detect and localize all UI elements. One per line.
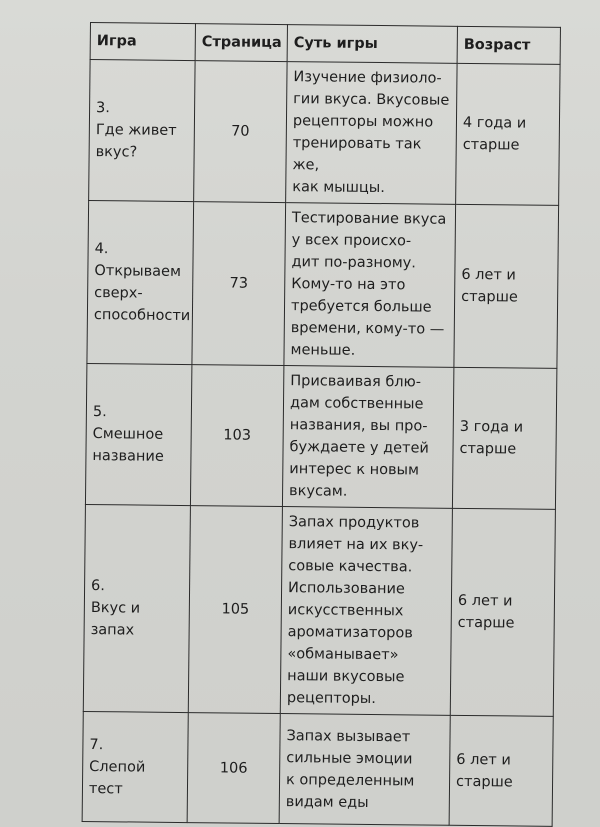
cell-essence: Присваивая блю- дам собственные названия, вы про- буждаете у детей интерес к новым вкусам.	[282, 366, 453, 509]
header-essence: Суть игры	[287, 25, 457, 64]
cell-age: 6 лет и старше	[449, 715, 553, 826]
cell-page: 73	[192, 202, 286, 366]
cell-page: 70	[194, 61, 287, 203]
table-row	[89, 60, 560, 206]
header-game: Игра	[90, 23, 195, 61]
cell-essence: Запах продуктов влияет на их вку- совые качества. Использование искусственных ароматизаторов «обманывает» наши вкусовые рецепторы.	[280, 507, 452, 716]
cell-game: 4. Открываем сверх- способности	[87, 200, 194, 364]
cell-game: 3. Где живет вкус?	[89, 60, 195, 202]
cell-essence: Запах вызывает сильные эмоции к определенным видам еды	[279, 714, 450, 826]
table-header-row	[90, 23, 560, 65]
games-table	[82, 22, 561, 827]
cell-age: 3 года и старше	[452, 367, 556, 509]
table-row	[87, 200, 559, 368]
cell-page: 103	[190, 365, 283, 507]
cell-game: 7. Слепой тест	[82, 711, 188, 822]
cell-game: 5. Смешное название	[85, 363, 191, 505]
cell-age: 4 года и старше	[456, 63, 560, 205]
cell-game: 6. Вкус и запах	[83, 504, 190, 712]
cell-essence: Тестирование вкуса у всех происхо- дит по-разному. Кому-то на это требуется больше времени, кому-то — меньше.	[284, 203, 456, 368]
cell-page: 106	[187, 713, 280, 824]
table-row	[83, 504, 555, 716]
cell-page: 105	[188, 506, 282, 714]
cell-age: 6 лет и старше	[454, 204, 559, 368]
table-row	[82, 711, 553, 826]
cell-age: 6 лет и старше	[450, 508, 555, 716]
header-page: Страница	[195, 24, 287, 62]
table-row	[85, 363, 556, 509]
header-age: Возраст	[457, 26, 560, 64]
cell-essence: Изучение физиоло- гии вкуса. Вкусовые рецепторы можно тренировать так же, как мышцы.	[286, 62, 457, 205]
